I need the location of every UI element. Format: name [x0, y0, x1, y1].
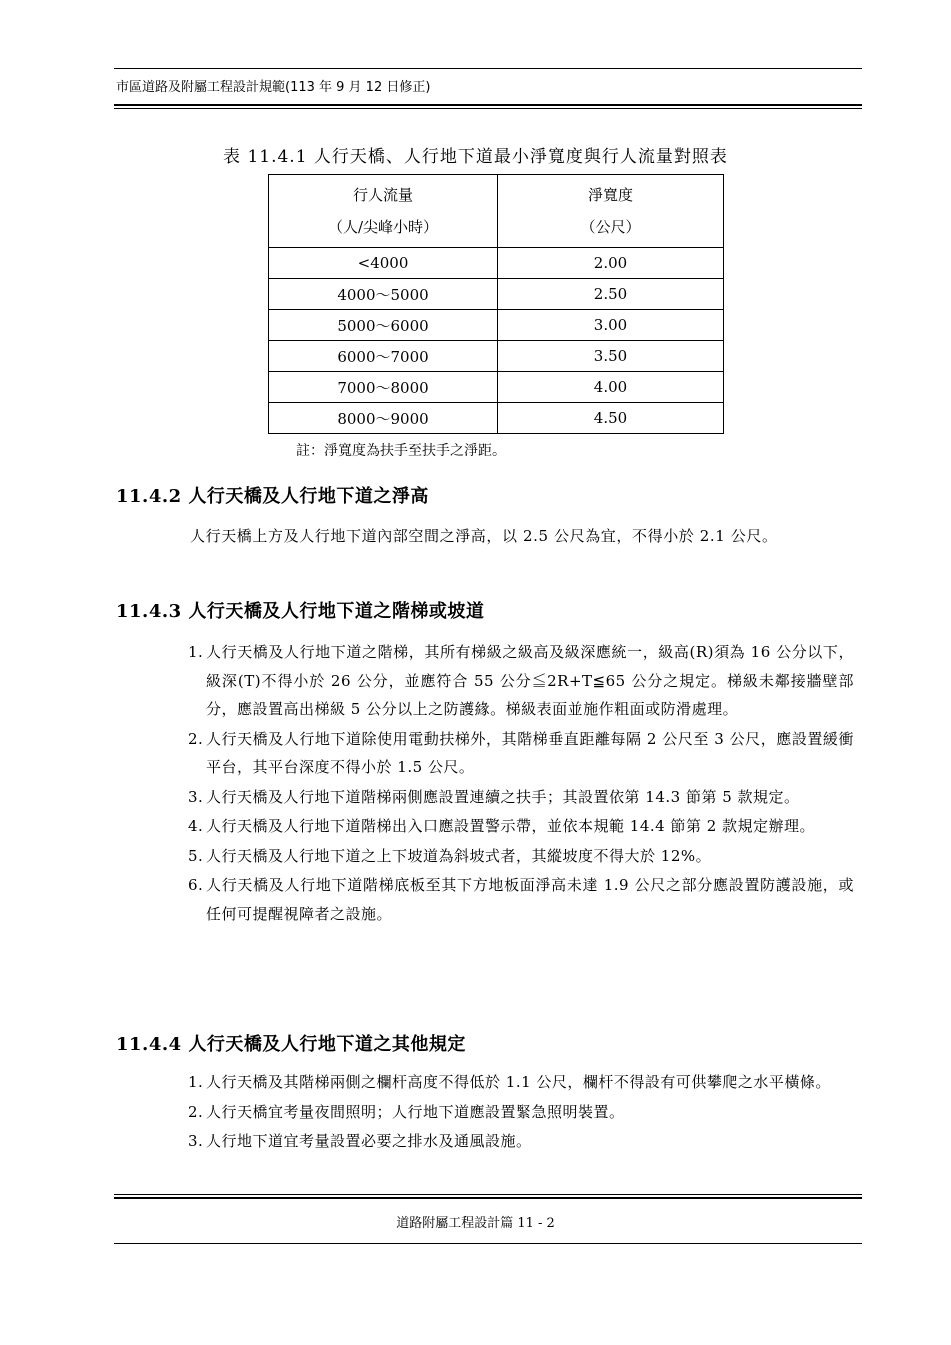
header-width-line2: （公尺）: [580, 218, 641, 236]
section-title-11-4-3: 11.4.3 人行天橋及人行地下道之階梯或坡道: [116, 601, 485, 622]
flow-cell: <4000: [269, 248, 498, 279]
item-text: 人行地下道宜考量設置必要之排水及通風設施。: [206, 1132, 532, 1150]
table-row: [269, 248, 724, 279]
flow-cell: 5000～6000: [269, 310, 498, 341]
item-number: 4.: [188, 817, 204, 835]
table-row: [269, 341, 724, 372]
list-item: [188, 638, 854, 724]
width-cell: 3.50: [498, 341, 724, 372]
item-number: 2.: [188, 729, 204, 748]
header-cell-width: [498, 175, 724, 248]
list-item: [188, 1068, 854, 1097]
item-text: 人行天橋及人行地下道之上下坡道為斜坡式者，其縱坡度不得大於 12%。: [206, 846, 712, 865]
list-item: [188, 842, 854, 871]
item-text: 人行天橋及人行地下道之階梯，其所有梯級之級高及級深應統一，級高(R)須為 16 公分以下，級深(T)不得小於 26 公分，並應符合 55 公分≦2R+T≦65 公分之規定。梯級未鄰接牆壁部分，應設置高出梯級 5 公分以上之防護緣。梯級表面並施作粗面或防滑處理。: [206, 643, 854, 718]
header-bottom-rule-thick: [114, 104, 862, 106]
list-11-4-4: [188, 1068, 854, 1157]
header-flow-line2: （人/尖峰小時）: [327, 218, 439, 236]
section-title-11-4-2: 11.4.2 人行天橋及人行地下道之淨高: [116, 486, 429, 507]
item-text: 人行天橋及人行地下道除使用電動扶梯外，其階梯垂直距離每隔 2 公尺至 3 公尺，應設置緩衝平台，其平台深度不得小於 1.5 公尺。: [206, 729, 854, 776]
table-note: 註：淨寬度為扶手至扶手之淨距。: [296, 443, 506, 459]
footer-bottom-rule: [114, 1243, 862, 1244]
header-flow-line1: 行人流量: [352, 186, 413, 204]
flow-cell: 8000～9000: [269, 403, 498, 434]
header-bottom-rule-thin: [114, 108, 862, 109]
width-cell: 2.00: [498, 248, 724, 279]
list-item: [188, 1098, 854, 1127]
table-row: [269, 372, 724, 403]
flow-cell: 7000～8000: [269, 372, 498, 403]
footer-top-rule-thick: [114, 1197, 862, 1199]
list-item: [188, 783, 854, 812]
footer-top-rule-thin: [114, 1194, 862, 1195]
item-number: 6.: [188, 876, 204, 894]
table-header-row: [269, 175, 724, 248]
item-number: 2.: [188, 1102, 204, 1121]
header-cell-flow: [269, 175, 498, 248]
width-cell: 4.00: [498, 372, 724, 403]
flow-width-table: [268, 174, 724, 434]
footer-page-label: 道路附屬工程設計篇 11 - 2: [396, 1216, 555, 1231]
item-text: 人行天橋及人行地下道階梯出入口應設置警示帶，並依本規範 14.4 節第 2 款規定辦理。: [206, 817, 816, 835]
header-title: 市區道路及附屬工程設計規範(113 年 9 月 12 日修正): [116, 80, 431, 95]
table-caption: 表 11.4.1 人行天橋、人行地下道最小淨寬度與行人流量對照表: [223, 147, 728, 167]
list-item: [188, 1127, 854, 1156]
width-cell: 4.50: [498, 403, 724, 434]
list-item: [188, 812, 854, 841]
item-number: 1.: [188, 643, 204, 661]
flow-cell: 4000～5000: [269, 279, 498, 310]
header-width-line1: 淨寬度: [587, 186, 633, 204]
list-item: [188, 725, 854, 782]
width-cell: 3.00: [498, 310, 724, 341]
section-paragraph-11-4-2: 人行天橋上方及人行地下道內部空間之淨高，以 2.5 公尺為宜，不得小於 2.1 公尺。: [190, 527, 778, 545]
header-top-rule: [114, 68, 862, 69]
list-item: [188, 871, 854, 928]
table-row: [269, 279, 724, 310]
item-number: 3.: [188, 787, 204, 806]
width-cell: 2.50: [498, 279, 724, 310]
item-number: 5.: [188, 846, 204, 865]
table-row: [269, 310, 724, 341]
table-row: [269, 403, 724, 434]
section-title-11-4-4: 11.4.4 人行天橋及人行地下道之其他規定: [116, 1034, 466, 1055]
item-number: 1.: [188, 1073, 204, 1091]
flow-cell: 6000～7000: [269, 341, 498, 372]
item-number: 3.: [188, 1132, 204, 1150]
item-text: 人行天橋及人行地下道階梯底板至其下方地板面淨高未達 1.9 公尺之部分應設置防護設施，或任何可提醒視障者之設施。: [206, 876, 854, 923]
item-text: 人行天橋宜考量夜間照明；人行地下道應設置緊急照明裝置。: [206, 1102, 625, 1121]
item-text: 人行天橋及人行地下道階梯兩側應設置連續之扶手；其設置依第 14.3 節第 5 款規定。: [206, 787, 800, 806]
list-11-4-3: [188, 638, 854, 929]
item-text: 人行天橋及其階梯兩側之欄杆高度不得低於 1.1 公尺，欄杆不得設有可供攀爬之水平橫條。: [206, 1073, 831, 1091]
